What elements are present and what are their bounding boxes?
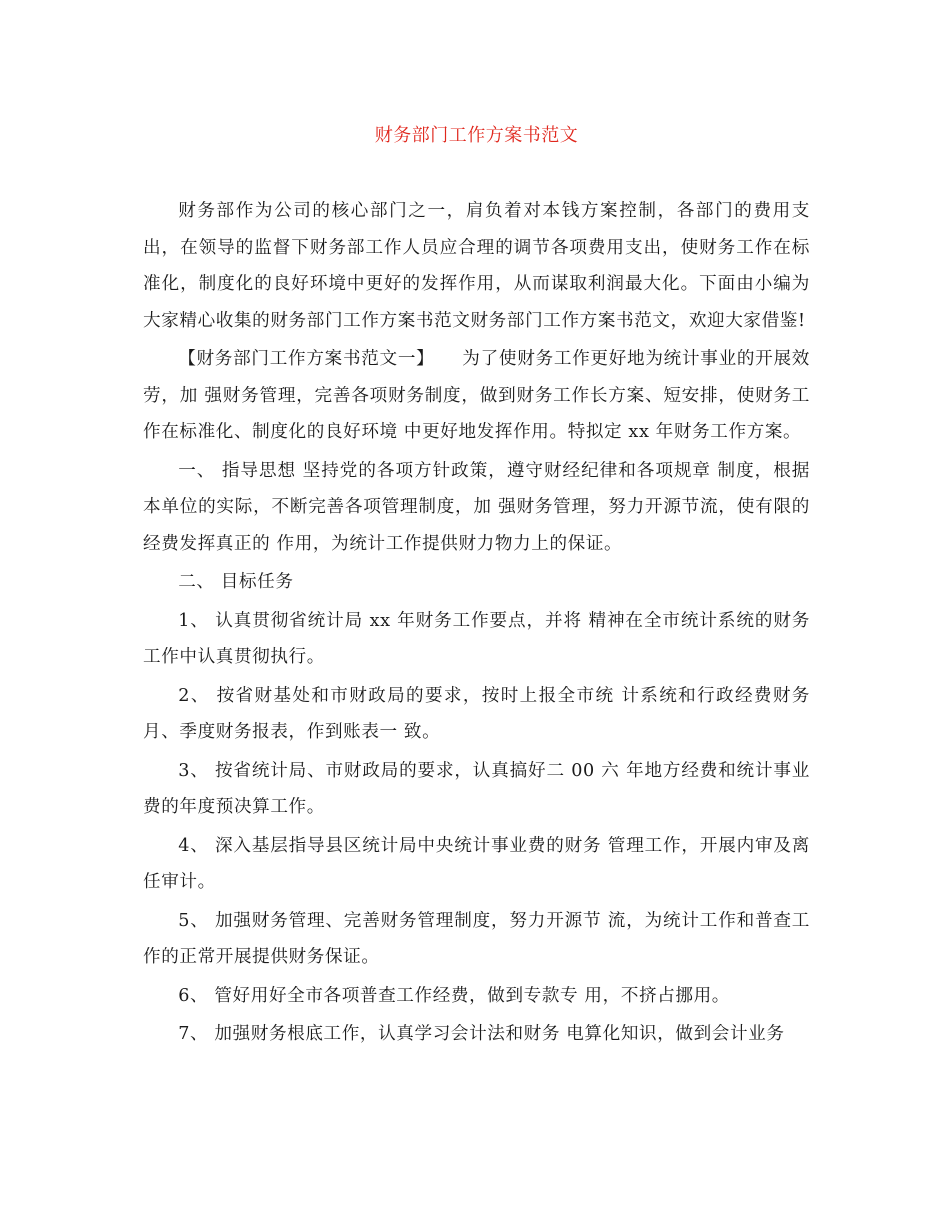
list-item-7: 7、 加强财务根底工作，认真学习会计法和财务 电算化知识，做到会计业务 bbox=[178, 1024, 785, 1044]
paragraph-intro: 财务部作为公司的核心部门之一，肩负着对本钱方案控制，各部门的费用支出，在领导的监督下财务部工作人员应合理的调节各项费用支出，使财务工作在标准化，制度化的良好环境中更好的发挥作用，从而谋取利润最大化。下面由小编为大家精心收集的财务部门工作方案书范文财务部门工作方案书范文，欢迎大家借鉴! bbox=[143, 201, 810, 331]
document-title: 财务部门工作方案书范文 bbox=[374, 125, 579, 146]
list-item-3: 3、 按省统计局、市财政局的要求，认真搞好二 00 六 年地方经费和统计事业费的年度预决算工作。 bbox=[143, 760, 810, 817]
list-item-2: 2、 按省财基处和市财政局的要求，按时上报全市统 计系统和行政经费财务月、季度财务报表，作到账表一 致。 bbox=[143, 685, 810, 742]
list-item-1: 1、 认真贯彻省统计局 xx 年财务工作要点，并将 精神在全市统计系统的财务工作中认真贯彻执行。 bbox=[143, 610, 810, 667]
paragraph-guiding-thought: 一、 指导思想 坚持党的各项方针政策，遵守财经纪律和各项规章 制度，根据本单位的实际，不断完善各项管理制度，加 强财务管理，努力开源节流，使有限的经费发挥真正的 作用，为统计工作提供财力物力上的保证。 bbox=[143, 460, 810, 554]
list-item-4: 4、 深入基层指导县区统计局中央统计事业费的财务 管理工作，开展内审及离任审计。 bbox=[143, 835, 810, 892]
list-item-5: 5、 加强财务管理、完善财务管理制度，努力开源节 流，为统计工作和普查工作的正常开展提供财务保证。 bbox=[143, 910, 810, 967]
paragraph-sample-one: 【财务部门工作方案书范文一】 为了使财务工作更好地为统计事业的开展效劳，加 强财务管理，完善各项财务制度，做到财务工作长方案、短安排，使财务工作在标准化、制度化的良好环境 中更好地发挥作用。特拟定 xx 年财务工作方案。 bbox=[143, 349, 810, 442]
list-item-6: 6、 管好用好全市各项普查工作经费，做到专款专 用，不挤占挪用。 bbox=[178, 985, 730, 1006]
section-heading-tasks: 二、 目标任务 bbox=[178, 572, 294, 592]
document-body bbox=[143, 193, 810, 1055]
